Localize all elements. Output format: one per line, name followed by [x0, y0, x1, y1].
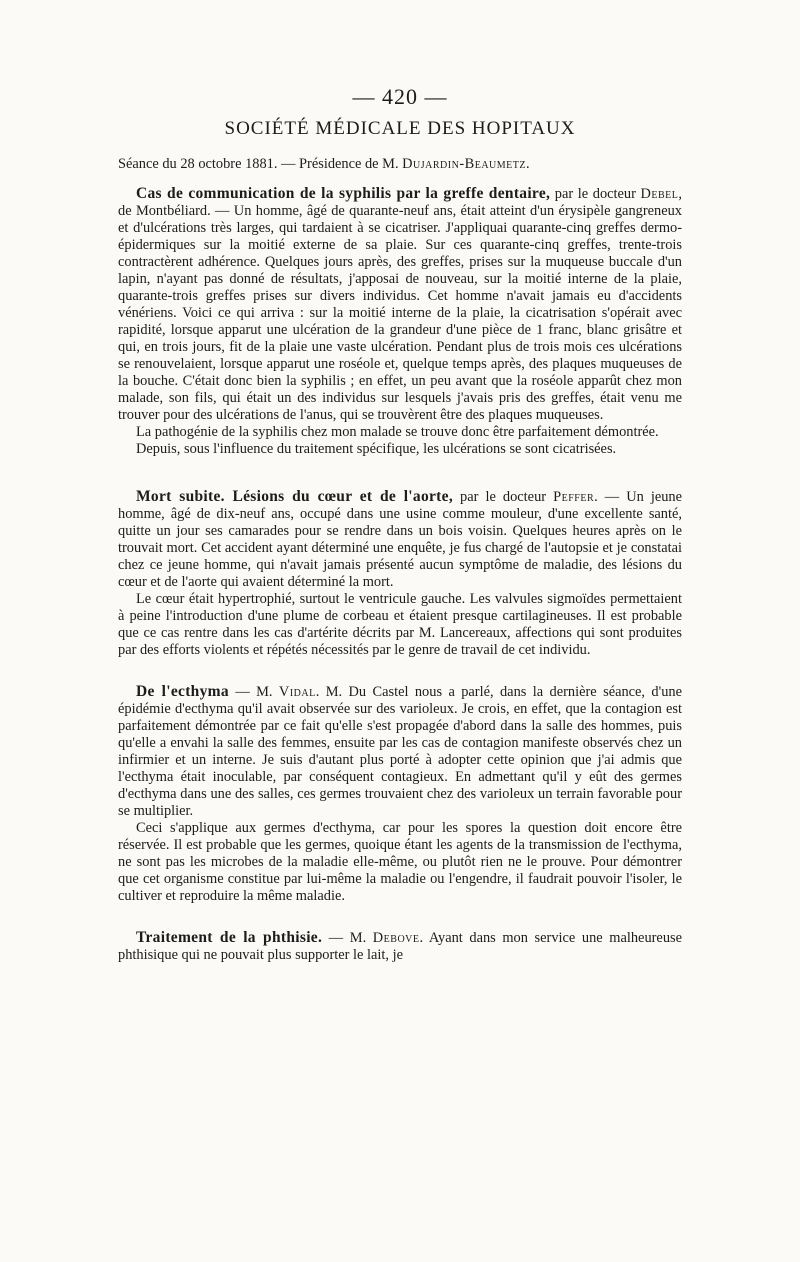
mort-paragraph-1: [118, 488, 682, 591]
mort-paragraph-2: Le cœur était hypertrophié, surtout le ventricule gauche. Les valvules sigmoïdes permettaient à peine l'introduction d'une plume de corbeau et étaient presque cartilagineuses. Il est probable que ce cas rentre dans les cas d'artérite décrits par M. Lancereaux, affections qui sont produites par des efforts violents et répétés nécessités par le genre de travail de cet individu.: [118, 591, 682, 658]
paragraph-text: . — Un jeune homme, âgé de dix-neuf ans, occupé dans une usine comme mouleur, d'une excellente santé, quitte un jour ses camarades pour se rendre dans un bois voisin. Quelques heures après on le trouvait mort. Cet accident ayant déterminé une enquête, je fus chargé de l'autopsie et je constatai chez ce jeune homme, qui n'avait jamais présenté aucun symptôme de maladie, des lésions du cœur et de l'aorte qui avaient déterminé la mort.: [118, 489, 682, 590]
phthisie-paragraph-1: [118, 929, 682, 964]
running-head: SOCIÉTÉ MÉDICALE DES HOPITAUX: [224, 118, 576, 139]
syphilis-paragraph-2: La pathogénie de la syphilis chez mon malade se trouve donc être parfaitement démontrée.: [136, 424, 659, 440]
section-mort-subite: [118, 488, 682, 659]
syphilis-paragraph-1: [118, 185, 682, 424]
section-phthisie: [118, 929, 682, 964]
section-heading: Traitement de la phthisie.: [136, 929, 323, 946]
seance-line: [118, 156, 682, 173]
seance-text: Séance du 28 octobre 1881. — Présidence de M.: [118, 156, 399, 172]
seance-president: Dujardin-Beaumetz.: [402, 156, 531, 172]
author-name: Debel: [640, 186, 679, 202]
author-name: Peffer: [553, 489, 595, 505]
paragraph-text: . Ayant dans mon service une malheureuse phthisique qui ne pouvait plus supporter le lait, je: [118, 930, 682, 963]
section-syphilis: [118, 185, 682, 458]
byline: par le docteur: [453, 489, 554, 505]
section-heading: De l'ecthyma: [136, 683, 229, 700]
byline: par le docteur: [550, 186, 641, 202]
page-number: — 420 —: [352, 84, 448, 109]
byline: — M.: [228, 684, 279, 700]
ecthyma-paragraph-2: Ceci s'applique aux germes d'ecthyma, car pour les spores la question doit encore être réservée. Il est probable que les germes, quoique étant les agents de la transmission de l'ecthyma, ne sont pas les microbes de la maladie elle-même, ou plutôt rien ne le prouve. Pour démontrer que cet organisme constitue par lui-même la maladie ou l'engendre, il faudrait pouvoir l'isoler, le cultiver et reproduire la même maladie.: [118, 820, 682, 904]
section-heading: Mort subite. Lésions du cœur et de l'aorte,: [136, 488, 454, 505]
byline: — M.: [322, 930, 373, 946]
section-ecthyma: [118, 683, 682, 905]
ecthyma-paragraph-1: [118, 683, 682, 820]
section-heading: Cas de communication de la syphilis par la greffe dentaire,: [136, 185, 551, 202]
document-page: [118, 84, 682, 988]
author-name: Debove: [372, 930, 420, 946]
syphilis-paragraph-3: Depuis, sous l'influence du traitement spécifique, les ulcérations se sont cicatrisées.: [136, 441, 617, 457]
paragraph-text: , de Montbéliard. — Un homme, âgé de quarante-neuf ans, était atteint d'un érysipèle gangreneux et d'ulcérations très larges, qui tardaient à se cicatriser. J'appliquai quarante-cinq greffes dermo-épidermiques sur la moitié externe de sa plaie. Sur ces quarante-cinq greffes, trente-trois contractèrent adhérence. Quelques jours après, des greffes, prises sur la muqueuse buccale d'un lapin, n'ayant pas donné de résultats, j'apposai de nouveau, sur la moitié interne de la plaie, quarante-trois greffes prises sur divers individus. Cet homme n'avait jamais eu d'accidents vénériens. Voici ce qui arriva : sur la moitié interne de la plaie, la cicatrisation s'opérait avec rapidité, lorsque apparut une ulcération de la grandeur d'une pièce de 1 franc, blanc grisâtre et qui, en trois jours, fit de la plaie une vaste ulcération. Pendant plus de trois mois ces ulcérations se renouvelaient, lorsque apparut une roséole et, quelque temps après, des plaques muqueuses de la bouche. C'était donc bien la syphilis ; en effet, un peu avant que la roséole apparût chez mon malade, son fils, qui était un des individus sur lesquels j'avais pris des greffes, était venu me trouver pour des ulcérations de l'anus, qui se trouvèrent être des plaques muqueuses.: [118, 186, 682, 423]
author-name: Vidal: [278, 684, 316, 700]
paragraph-text: . M. Du Castel nous a parlé, dans la dernière séance, d'une épidémie d'ecthyma qu'il avait observée sur des varioleux. Je crois, en effet, que la contagion est parfaitement démontrée par ce fait qu'elle s'est propagée d'abord dans la salle des hommes, puis qu'elle a envahi la salle des femmes, ensuite par les cas de contagion manifeste observés chez un infirmier et un interne. Je suis d'autant plus porté à adopter cette opinion que j'ai admis que l'ecthyma était inoculable, par conséquent contagieux. En admettant qu'il y eût des germes d'ecthyma dans une des salles, ces germes trouvaient chez des varioleux un terrain favorable pour se multiplier.: [118, 684, 682, 819]
